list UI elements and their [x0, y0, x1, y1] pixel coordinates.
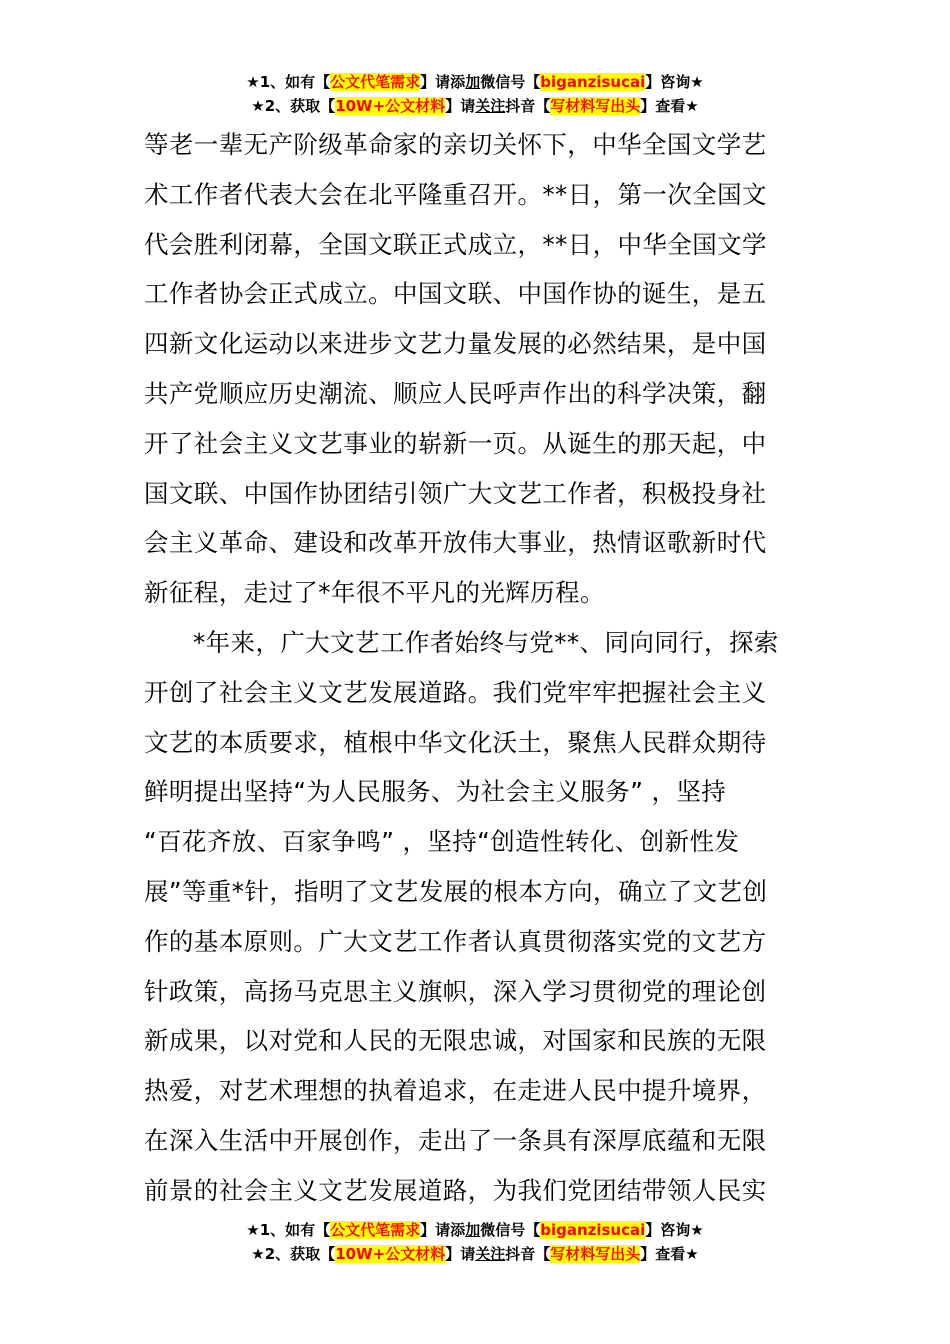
banner-highlight: biganzisucai — [540, 73, 646, 91]
body-line: 在深入生活中开展创作，走出了一条具有深厚底蕴和无限 — [144, 1125, 767, 1155]
banner-text: 】请 — [445, 97, 476, 115]
body-line: 四新文化运动以来进步文艺力量发展的必然结果，是中国 — [144, 329, 767, 359]
banner-line-1 — [0, 70, 950, 94]
banner-text: 】查看★ — [640, 1245, 699, 1263]
body-line: 热爱，对艺术理想的执着追求，在走进人民中提升境界， — [144, 1076, 767, 1106]
banner-text: 】咨询★ — [645, 73, 704, 91]
body-line: 开了社会主义文艺事业的崭新一页。从诞生的那天起，中 — [144, 428, 767, 458]
banner-text: ★1、如有【 — [246, 1221, 331, 1239]
banner-highlight: 10W+公文材料 — [335, 97, 446, 115]
body-line: 文艺的本质要求，植根中华文化沃土，聚焦人民群众期待 — [144, 727, 767, 757]
body-line: 工作者协会正式成立。中国文联、中国作协的诞生，是五 — [144, 279, 767, 309]
body-line: 作的基本原则。广大文艺工作者认真贯彻落实党的文艺方 — [144, 926, 767, 956]
body-line: 共产党顺应历史潮流、顺应人民呼声作出的科学决策，翻 — [144, 378, 767, 408]
body-line: 代会胜利闭幕，全国文联正式成立，**日，中华全国文学 — [144, 229, 767, 259]
header-banner — [0, 70, 950, 118]
body-line: “百花齐放、百家争鸣” ，坚持“创造性转化、创新性发 — [144, 827, 740, 857]
banner-text: 】请 — [445, 1245, 476, 1263]
banner-highlight: 公文代笔需求 — [330, 73, 421, 91]
banner-underlined: 关注 — [475, 97, 506, 115]
banner-highlight: 公文代笔需求 — [330, 1221, 421, 1239]
banner-highlight: 写材料写出头 — [550, 1245, 641, 1263]
banner-text: ★2、获取【 — [251, 1245, 336, 1263]
banner-text: ★1、如有【 — [246, 73, 331, 91]
body-line: 新征程，走过了*年很不平凡的光辉历程。 — [144, 578, 605, 608]
body-line: 针政策，高扬马克思主义旗帜，深入学习贯彻党的理论创 — [144, 976, 767, 1006]
banner-text: 抖音【 — [505, 1245, 551, 1263]
banner-line-2 — [0, 1242, 950, 1266]
banner-text: 微信号【 — [480, 73, 541, 91]
banner-text: 】请添 — [420, 1221, 466, 1239]
banner-highlight: 10W+公文材料 — [335, 1245, 446, 1263]
banner-text: 】咨询★ — [645, 1221, 704, 1239]
body-line: 术工作者代表大会在北平隆重召开。**日，第一次全国文 — [144, 179, 767, 209]
banner-highlight: 写材料写出头 — [550, 97, 641, 115]
footer-banner — [0, 1218, 950, 1266]
paragraph-start-line: *年来，广大文艺工作者始终与党**、同向同行，探索 — [193, 627, 779, 657]
banner-underlined: 加 — [465, 73, 481, 91]
body-line: 前景的社会主义文艺发展道路，为我们党团结带领人民实 — [144, 1175, 767, 1205]
banner-text: 】请添 — [420, 73, 466, 91]
banner-text: 微信号【 — [480, 1221, 541, 1239]
banner-line-2 — [0, 94, 950, 118]
banner-text: ★2、获取【 — [251, 97, 336, 115]
body-line: 展”等重*针，指明了文艺发展的根本方向，确立了文艺创 — [144, 876, 768, 906]
body-line: 新成果，以对党和人民的无限忠诚，对国家和民族的无限 — [144, 1026, 767, 1056]
body-line: 国文联、中国作协团结引领广大文艺工作者，积极投身社 — [144, 478, 767, 508]
banner-text: 】查看★ — [640, 97, 699, 115]
body-line: 等老一辈无产阶级革命家的亲切关怀下，中华全国文学艺 — [144, 130, 767, 159]
banner-underlined: 关注 — [475, 1245, 506, 1263]
document-body — [144, 120, 806, 1216]
body-line: 鲜明提出坚持“为人民服务、为社会主义服务” ，坚持 — [144, 777, 727, 807]
body-line: 开创了社会主义文艺发展道路。我们党牢牢把握社会主义 — [144, 677, 767, 707]
banner-text: 抖音【 — [505, 97, 551, 115]
banner-highlight: biganzisucai — [540, 1221, 646, 1239]
body-line: 会主义革命、建设和改革开放伟大事业，热情讴歌新时代 — [144, 528, 767, 558]
banner-underlined: 加 — [465, 1221, 481, 1239]
banner-line-1 — [0, 1218, 950, 1242]
